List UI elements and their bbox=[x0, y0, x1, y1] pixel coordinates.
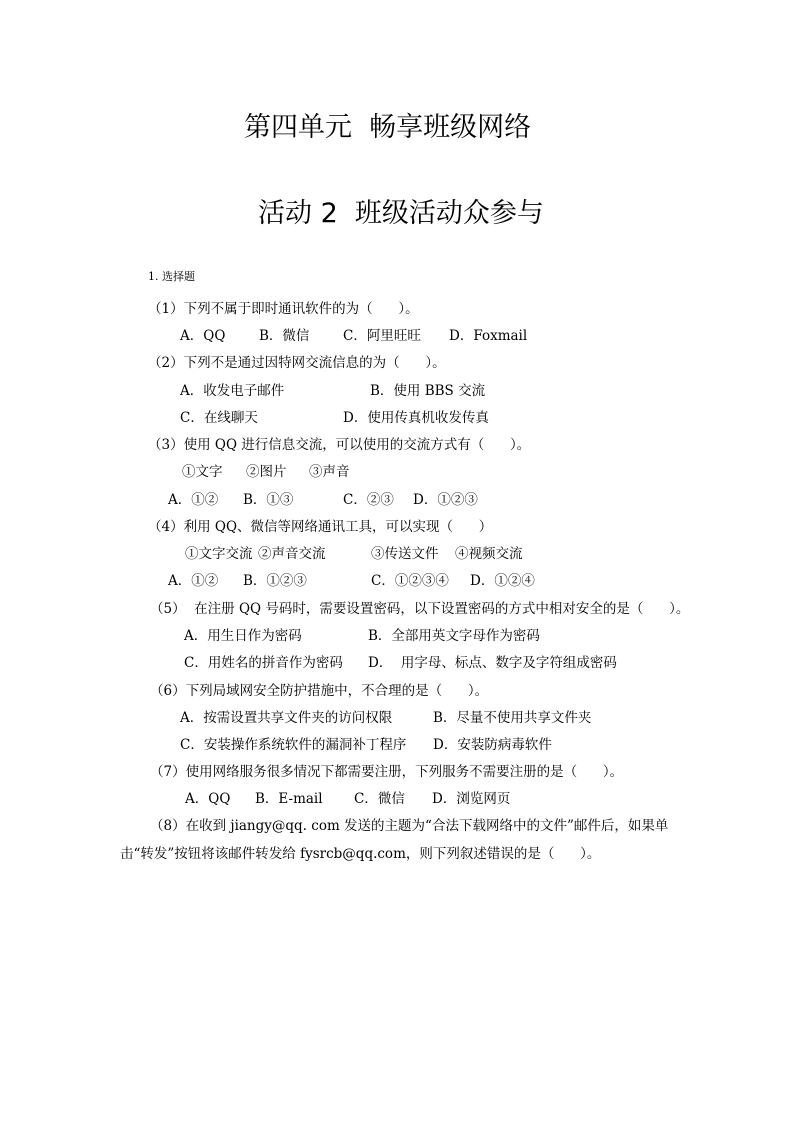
question-3-option-d: D．①②③ bbox=[413, 492, 478, 508]
question-5-stem: （5） 在注册 QQ 号码时，需要设置密码，以下设置密码的方式中相对安全的是（ ）。 bbox=[150, 601, 690, 617]
question-2-option-a: A．收发电子邮件 bbox=[180, 383, 285, 399]
question-7-stem: （7）使用网络服务很多情况下都需要注册，下列服务不需要注册的是（ ）。 bbox=[150, 764, 624, 780]
page-title: 第四单元 畅享班级网络 bbox=[244, 112, 532, 143]
question-4-item-3: ③传送文件 bbox=[371, 546, 439, 562]
question-5-option-b: B．全部用英文字母作为密码 bbox=[368, 628, 540, 644]
question-7-option-c: C．微信 bbox=[354, 791, 405, 807]
question-1-option-c: C．阿里旺旺 bbox=[343, 328, 421, 344]
question-3-item-1: ①文字 bbox=[182, 464, 223, 480]
question-1-option-d: D．Foxmail bbox=[449, 328, 528, 344]
question-8-stem-line-2: 击“转发”按钮将该邮件转发给 fysrcb@qq.com，则下列叙述错误的是（ ）。 bbox=[120, 846, 601, 862]
page-subtitle: 活动 2 班级活动众参与 bbox=[258, 198, 544, 229]
question-4-stem: （4）利用 QQ、微信等网络通讯工具，可以实现（ ） bbox=[148, 519, 493, 535]
question-7-option-b: B．E-mail bbox=[255, 791, 323, 807]
question-3-stem: （3）使用 QQ 进行信息交流，可以使用的交流方式有（ ）。 bbox=[148, 437, 531, 453]
question-4-item-2: ②声音交流 bbox=[258, 546, 326, 562]
question-1-option-b: B．微信 bbox=[259, 328, 310, 344]
question-2-option-b: B．使用 BBS 交流 bbox=[370, 383, 486, 399]
question-6-option-b: B．尽量不使用共享文件夹 bbox=[433, 710, 592, 726]
question-4-option-a: A．①② bbox=[168, 573, 219, 589]
question-3-item-2: ②图片 bbox=[246, 464, 287, 480]
question-3-item-3: ③声音 bbox=[309, 464, 350, 480]
question-5-option-c: C．用姓名的拼音作为密码 bbox=[184, 655, 343, 671]
question-4-option-d: D．①②④ bbox=[470, 573, 535, 589]
question-5-option-d: D． 用字母、标点、数字及字符组成密码 bbox=[368, 655, 617, 671]
question-3-option-c: C．②③ bbox=[343, 492, 394, 508]
question-6-option-a: A．按需设置共享文件夹的访问权限 bbox=[180, 710, 393, 726]
question-8-stem-line-1: （8）在收到 jiangy@qq. com 发送的主题为“合法下载网络中的文件”邮件后，如果单 bbox=[150, 818, 669, 834]
question-2-option-d: D．使用传真机收发传真 bbox=[343, 410, 489, 426]
question-3-option-b: B．①③ bbox=[243, 492, 294, 508]
question-5-option-a: A．用生日作为密码 bbox=[184, 628, 302, 644]
question-7-option-d: D．浏览网页 bbox=[432, 791, 511, 807]
question-4-item-1: ①文字交流 bbox=[185, 546, 253, 562]
question-6-option-d: D．安装防病毒软件 bbox=[433, 737, 552, 753]
question-2-option-c: C．在线聊天 bbox=[180, 410, 258, 426]
question-1-option-a: A．QQ bbox=[180, 328, 226, 344]
question-6-stem: （6）下列局域网安全防护措施中，不合理的是（ ）。 bbox=[150, 683, 489, 699]
question-7-option-a: A．QQ bbox=[185, 791, 231, 807]
question-1-stem: （1）下列不属于即时通讯软件的为（ ）。 bbox=[148, 301, 419, 317]
question-6-option-c: C．安装操作系统软件的漏洞补丁程序 bbox=[180, 737, 407, 753]
question-2-stem: （2）下列不是通过因特网交流信息的为（ ）。 bbox=[148, 355, 446, 371]
section-heading: 1. 选择题 bbox=[148, 270, 195, 283]
question-4-option-b: B．①②③ bbox=[243, 573, 307, 589]
question-3-option-a: A．①② bbox=[168, 492, 219, 508]
question-4-item-4: ④视频交流 bbox=[455, 546, 523, 562]
question-4-option-c: C．①②③④ bbox=[371, 573, 449, 589]
